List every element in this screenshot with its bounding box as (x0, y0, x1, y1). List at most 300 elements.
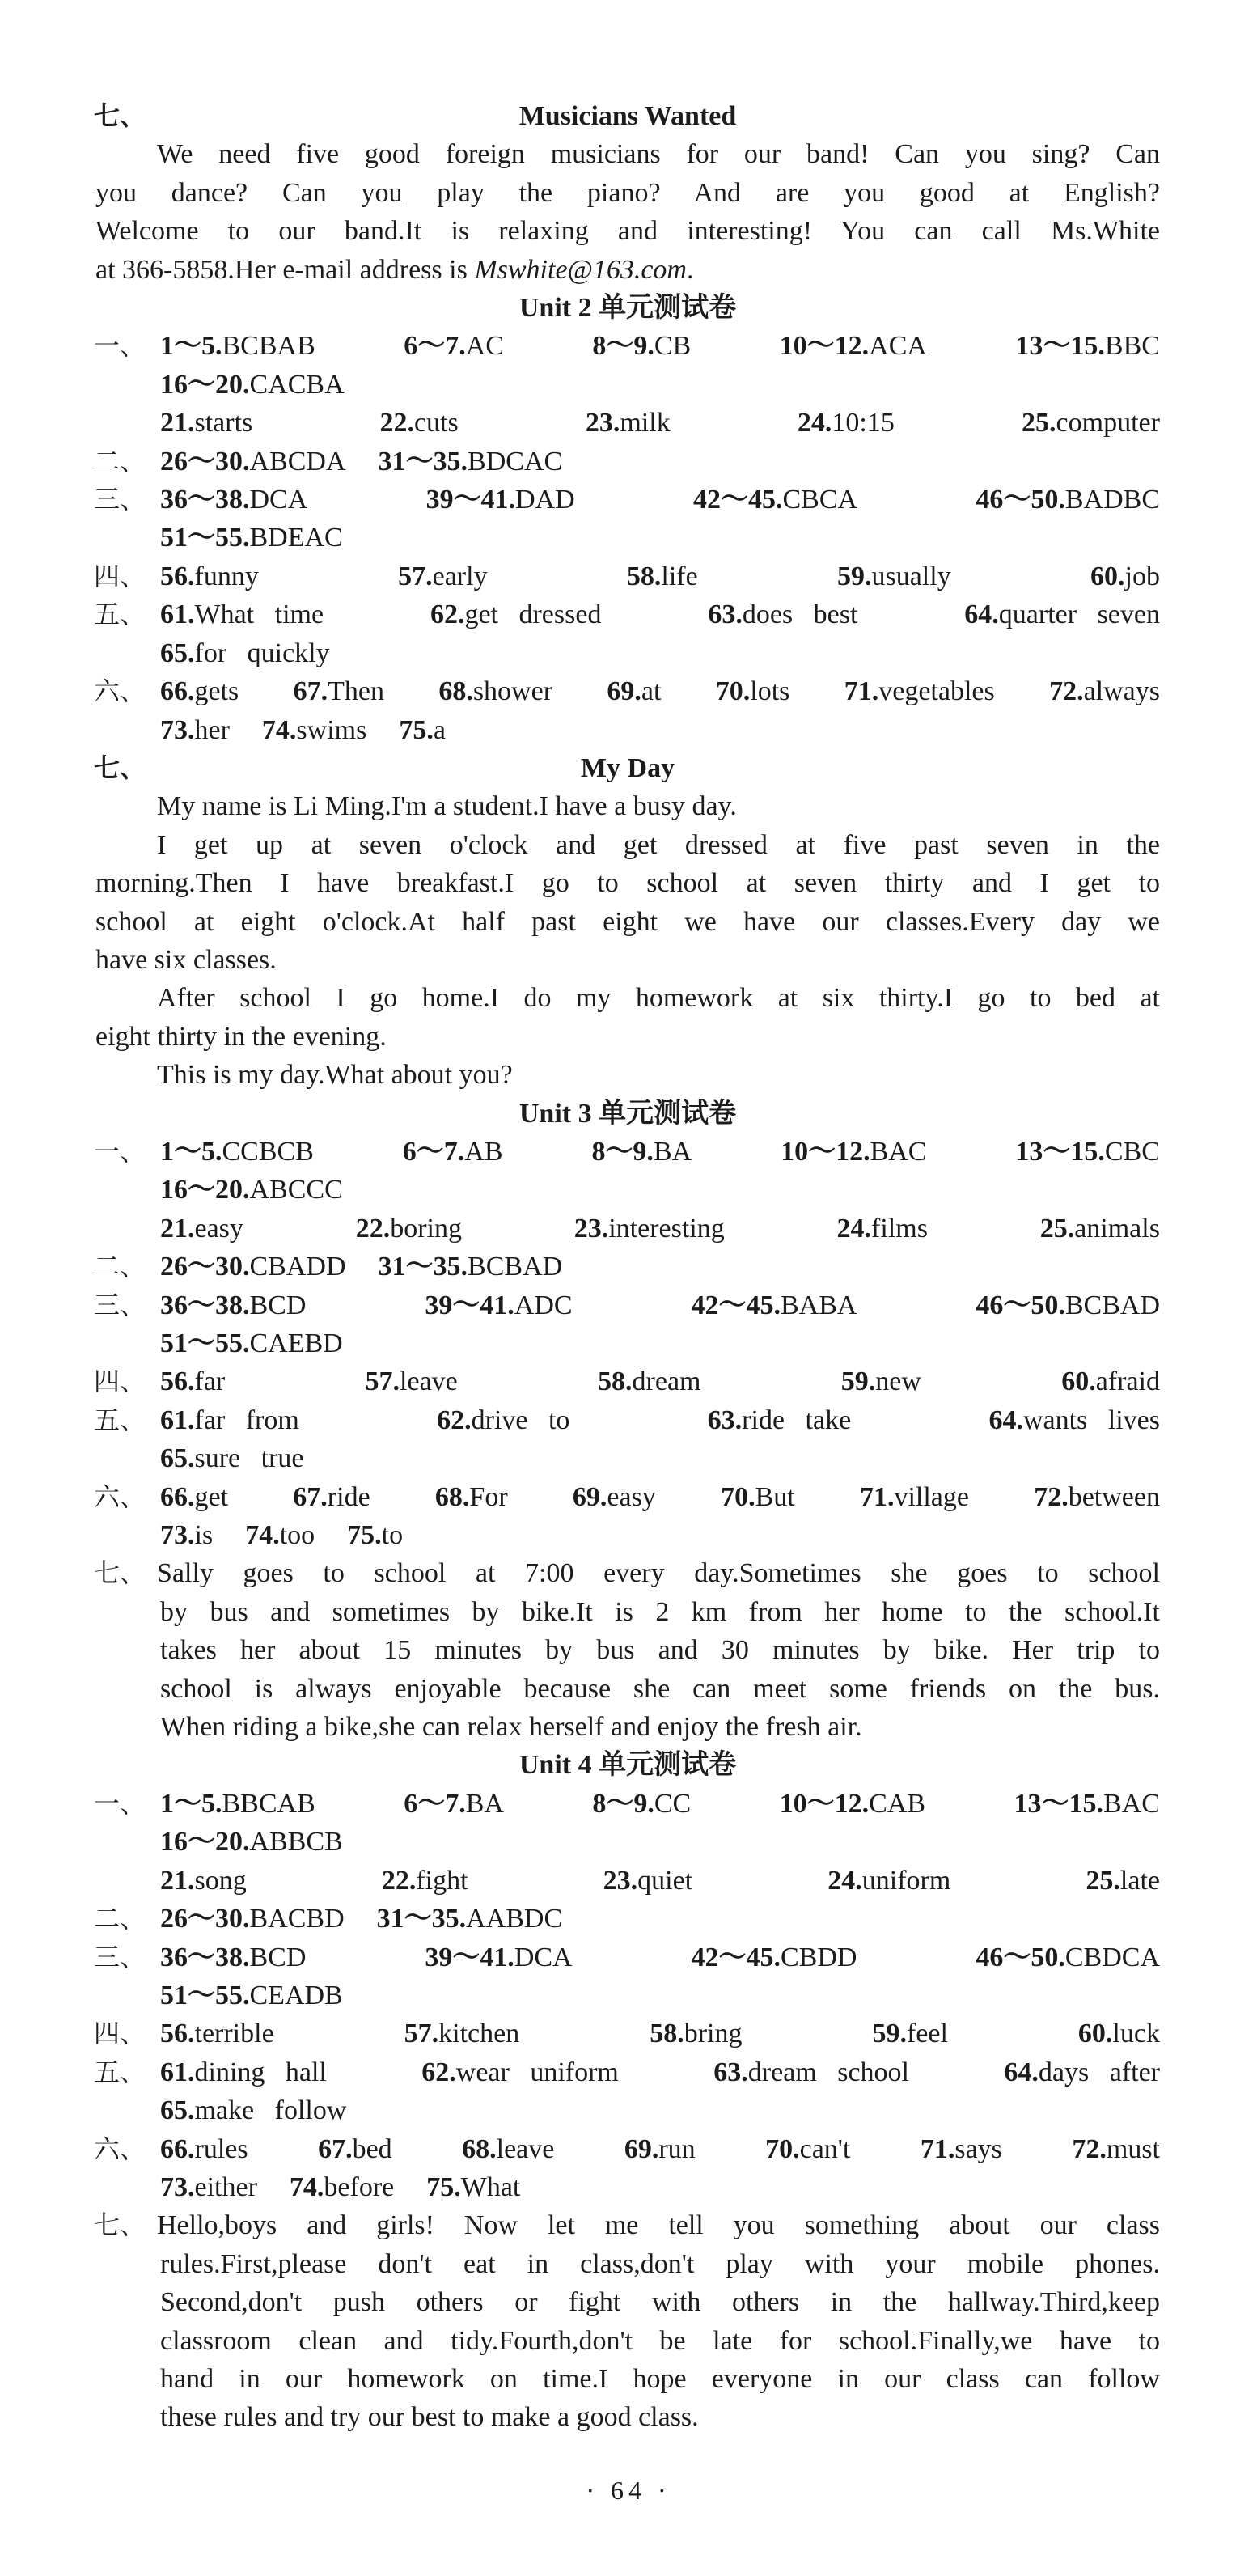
answer-item (708, 595, 857, 633)
answer-item (160, 1286, 306, 1324)
essay-title (95, 97, 1160, 135)
answer-value: luck (1112, 2019, 1160, 2049)
question-number: 16～20. (160, 1175, 250, 1205)
answer-value: ACA (869, 331, 927, 362)
answer-value: easy (194, 1213, 243, 1244)
answer-value: swims (296, 714, 367, 745)
section-label: 二、 (94, 445, 146, 477)
answer-item (379, 1252, 563, 1282)
question-number: 61. (160, 1405, 195, 1435)
answer-value: ADC (514, 1290, 573, 1320)
answer-value: But (755, 1481, 795, 1512)
question-number: 8～9. (592, 1788, 654, 1819)
section-label: 六、 (94, 2133, 146, 2164)
answer-item (781, 1133, 926, 1171)
answer-item (160, 1362, 225, 1400)
answer-item (160, 1133, 314, 1171)
answer-value: gets (194, 676, 239, 707)
essay-line (95, 2206, 1160, 2244)
question-number: 39～41. (425, 485, 516, 515)
question-number: 46～50. (976, 1942, 1065, 1972)
answer-value: BA (465, 1788, 504, 1819)
answer-item (713, 2053, 909, 2091)
answer-value: What (460, 2171, 521, 2202)
answer-row (95, 1286, 1160, 1324)
answer-value: BAC (1103, 1788, 1160, 1819)
answer-value: make follow (194, 2095, 347, 2126)
question-number: 46～50. (976, 1290, 1065, 1320)
question-number: 26～30. (160, 1904, 250, 1934)
answer-row (95, 557, 1160, 595)
section-label: 七、 (94, 100, 146, 131)
answer-item (872, 2015, 947, 2053)
answer-value: boring (390, 1213, 462, 1244)
question-number: 36～38. (160, 1942, 250, 1972)
essay-line-text: hand in our homework on time.I hope everyone in our class can follow (160, 2363, 1160, 2394)
question-number: 74. (289, 2171, 324, 2202)
answer-value: BAC (870, 1136, 927, 1167)
answer-value: quiet (637, 1865, 693, 1896)
answer-value: BADBC (1064, 485, 1160, 515)
answer-item (586, 404, 671, 442)
answer-value: BCBAB (222, 331, 315, 362)
answer-row (95, 2091, 1160, 2129)
answer-value: funny (194, 561, 259, 591)
answer-item (160, 1981, 343, 2010)
question-number: 62. (437, 1405, 472, 1435)
essay-line-text: classroom clean and tidy.Fourth,don't be late for school.Finally,we have to (160, 2325, 1160, 2356)
question-number: 75. (399, 714, 434, 745)
answer-item (160, 1175, 343, 1205)
question-number: 58. (598, 1366, 633, 1397)
answer-item (160, 2053, 327, 2091)
question-number: 24. (797, 408, 832, 439)
answer-row (95, 327, 1160, 365)
answer-item (1004, 2053, 1160, 2091)
answer-value: bed (352, 2133, 392, 2164)
answer-item (837, 557, 951, 595)
section-label: 六、 (94, 676, 146, 707)
essay-line-text: by bus and sometimes by bike.It is 2 km from her home to the school.It (160, 1596, 1160, 1627)
question-number: 70. (715, 676, 751, 707)
answer-item (160, 370, 345, 400)
question-number: 57. (365, 1366, 400, 1397)
essay-line-text: Second,don't push others or fight with others in the hallway.Third,keep (160, 2287, 1160, 2318)
section-label: 一、 (94, 1135, 146, 1167)
answer-item (780, 327, 927, 365)
question-number: 68. (434, 1481, 470, 1512)
question-number: 25. (1039, 1213, 1075, 1244)
answer-item (379, 404, 458, 442)
answer-row (95, 443, 1160, 481)
answer-item (1040, 1210, 1160, 1248)
answer-value: for quickly (194, 638, 330, 668)
answer-value: BCD (249, 1290, 307, 1320)
essay-line-text: This is my day.What about you? (157, 1060, 513, 1091)
answer-value: vegetables (878, 676, 995, 707)
question-number: 36～38. (160, 1290, 250, 1320)
question-number: 1～5. (160, 331, 222, 362)
answer-value: can't (799, 2133, 851, 2164)
essay-line (95, 1554, 1160, 1592)
essay-line (95, 1018, 1160, 1056)
essay-line (95, 1056, 1160, 1094)
answer-row (95, 1171, 1160, 1209)
essay-line-text: have six classes. (95, 944, 277, 975)
question-number: 42～45. (691, 1290, 781, 1320)
answer-item (462, 2130, 554, 2168)
question-number: 60. (1090, 561, 1125, 591)
section-label: 三、 (94, 484, 146, 515)
question-number: 73. (160, 2171, 195, 2202)
answer-value: ride (327, 1481, 370, 1512)
question-number: 64. (988, 1405, 1023, 1435)
answer-value: fight (416, 1865, 468, 1896)
question-number: 65. (160, 1443, 195, 1474)
answer-value: new (875, 1366, 921, 1397)
answer-row (95, 2168, 1160, 2206)
essay-line-text: morning.Then I have breakfast.I go to school at seven thirty and I get to (95, 868, 1160, 899)
answer-value: leave (400, 1366, 458, 1397)
answer-value: always (1083, 676, 1160, 707)
essay-line (95, 174, 1160, 212)
answer-item (245, 1520, 315, 1550)
answer-value: late (1119, 1865, 1160, 1896)
answer-row (95, 2053, 1160, 2091)
answer-item (160, 557, 259, 595)
answer-value: CBCA (782, 485, 858, 515)
essay-title-text: My Day (580, 752, 675, 783)
essay-line (95, 1593, 1160, 1631)
answer-value: BCBAD (1064, 1290, 1160, 1320)
question-number: 10～12. (779, 331, 870, 362)
question-number: 59. (840, 1366, 876, 1397)
unit-title (95, 289, 1160, 327)
answer-value: must (1106, 2133, 1160, 2164)
essay-line (95, 1670, 1160, 1708)
answer-item (1061, 1362, 1160, 1400)
question-number: 66. (160, 1481, 195, 1512)
answer-value: sure true (194, 1443, 304, 1474)
section-label: 四、 (94, 1366, 146, 1397)
answer-value: says (954, 2133, 1002, 2164)
answer-row (95, 1324, 1160, 1362)
essay-line-text: rules.First,please don't eat in class,don't play with your mobile phones. (160, 2248, 1160, 2279)
answer-row (95, 1516, 1160, 1554)
question-number: 56. (160, 1366, 195, 1397)
answer-item (574, 1210, 725, 1248)
answer-value: either (194, 2171, 257, 2202)
answer-item (798, 404, 895, 442)
answer-item (160, 2095, 346, 2125)
answer-value: bring (684, 2019, 743, 2049)
answer-value: song (194, 1865, 247, 1896)
answer-item (693, 481, 857, 519)
section-label: 五、 (94, 2056, 146, 2087)
answer-value: CEADB (249, 1980, 343, 2010)
answer-item (1014, 1785, 1160, 1823)
question-number: 42～45. (693, 485, 783, 515)
answer-value: BBC (1104, 331, 1160, 362)
essay-line (95, 2398, 1160, 2436)
answer-value: lots (750, 676, 790, 707)
question-number: 67. (293, 676, 328, 707)
answer-value: What time (194, 600, 324, 630)
answer-item (160, 2172, 257, 2202)
section-label: 三、 (94, 1941, 146, 1972)
answer-item (438, 672, 552, 710)
unit-title (95, 1095, 1160, 1133)
answer-value: AB (464, 1136, 503, 1167)
question-number: 72. (1072, 2133, 1107, 2164)
answer-item (290, 2172, 394, 2202)
answer-value: dream school (747, 2057, 909, 2087)
essay-end: . (686, 254, 694, 285)
question-number: 51～55. (160, 1980, 250, 2010)
answer-value: ride take (742, 1405, 852, 1435)
answer-value: at (641, 676, 662, 707)
question-number: 21. (160, 1865, 195, 1896)
answer-item (403, 1133, 503, 1171)
answer-item (160, 1520, 213, 1550)
answer-row (95, 1248, 1160, 1286)
answer-value: get (194, 1481, 229, 1512)
answer-value: feel (906, 2019, 948, 2049)
question-number: 13～15. (1015, 1136, 1105, 1167)
question-number: 71. (844, 676, 879, 707)
unit-title (95, 1746, 1160, 1784)
question-number: 8～9. (591, 1136, 654, 1167)
question-number: 68. (438, 676, 473, 707)
essay-line (95, 1708, 1160, 1746)
question-number: 23. (585, 408, 620, 439)
section-label: 五、 (94, 599, 146, 630)
answer-item (404, 1785, 504, 1823)
answer-item (430, 595, 602, 633)
answer-value: run (658, 2133, 696, 2164)
unit-title-zh: 单元测试卷 (599, 291, 737, 324)
question-number: 1～5. (160, 1788, 222, 1819)
answer-item (976, 481, 1160, 519)
answer-item (366, 1362, 458, 1400)
answer-value: wear uniform (455, 2057, 619, 2087)
question-number: 60. (1077, 2019, 1113, 2049)
question-number: 6～7. (404, 1788, 466, 1819)
question-number: 71. (920, 2133, 955, 2164)
answer-item (262, 715, 366, 745)
essay-line (95, 2322, 1160, 2360)
essay-line-text: We need five good foreign musicians for our band! Can you sing? Can (157, 139, 1160, 170)
answer-value: afraid (1095, 1366, 1160, 1397)
section-label: 一、 (94, 1787, 146, 1819)
essay-line-text: takes her about 15 minutes by bus and 30 minutes by bike. Her trip to (160, 1635, 1160, 1666)
answer-item (988, 1401, 1160, 1439)
answer-value: BA (653, 1136, 692, 1167)
essay-line (95, 864, 1160, 902)
answer-item (627, 557, 698, 595)
answer-value: films (871, 1213, 928, 1244)
answer-item (860, 1478, 969, 1516)
question-number: 23. (603, 1865, 638, 1896)
question-number: 56. (160, 2019, 195, 2049)
answer-item (377, 1904, 563, 1934)
answer-value: early (432, 561, 488, 591)
answer-item (437, 1401, 569, 1439)
answer-row (95, 1478, 1160, 1516)
question-number: 22. (355, 1213, 391, 1244)
question-number: 22. (379, 408, 414, 439)
answer-item (379, 447, 563, 477)
answer-value: CBC (1104, 1136, 1160, 1167)
question-number: 24. (836, 1213, 872, 1244)
answer-item (426, 2172, 520, 2202)
question-number: 65. (160, 638, 195, 668)
answer-item (404, 2015, 520, 2053)
answer-item (294, 672, 384, 710)
question-number: 31～35. (376, 1904, 467, 1934)
essay-line (95, 826, 1160, 864)
answer-value: CB (654, 331, 692, 362)
question-number: 36～38. (160, 485, 250, 515)
answer-value: animals (1074, 1213, 1160, 1244)
answer-item (1022, 404, 1160, 442)
answer-row (95, 2015, 1160, 2053)
question-number: 73. (160, 1520, 195, 1551)
answer-item (160, 1827, 343, 1857)
answer-item (160, 1904, 345, 1934)
question-number: 16～20. (160, 369, 250, 400)
answer-value: computer (1056, 408, 1160, 439)
question-number: 57. (404, 2019, 439, 2049)
answer-row (95, 1362, 1160, 1400)
answer-value: between (1068, 1481, 1160, 1512)
answer-item (425, 1938, 572, 1976)
answer-item (921, 2130, 1002, 2168)
question-number: 64. (1004, 2057, 1039, 2087)
answer-content (95, 97, 1160, 2437)
answer-item (435, 1478, 508, 1516)
answer-item (592, 1785, 691, 1823)
question-number: 26～30. (160, 1252, 250, 1282)
answer-item (160, 2015, 274, 2053)
answer-value: drive to (471, 1405, 570, 1435)
answer-value: 10:15 (832, 408, 895, 439)
answer-value: uniform (861, 1865, 951, 1896)
essay-line (95, 251, 1160, 289)
answer-value: village (894, 1481, 969, 1512)
question-number: 21. (160, 408, 195, 439)
answer-value: does best (742, 600, 858, 630)
question-number: 46～50. (976, 485, 1065, 515)
answer-value: dining hall (194, 2057, 327, 2087)
answer-item (607, 672, 661, 710)
answer-value: CAEBD (249, 1328, 343, 1358)
answer-item (692, 1938, 857, 1976)
question-number: 75. (347, 1520, 382, 1551)
question-number: 62. (421, 2057, 456, 2087)
answer-item (160, 447, 346, 477)
essay-title-text: Musicians Wanted (518, 101, 737, 131)
unit-title-zh: 单元测试卷 (599, 1096, 737, 1129)
answer-item (160, 715, 230, 745)
answer-item (347, 1520, 403, 1550)
section-label: 二、 (94, 1251, 146, 1282)
answer-item (399, 715, 446, 745)
answer-item (721, 1478, 795, 1516)
answer-item (592, 327, 691, 365)
answer-value: usually (871, 561, 951, 591)
answer-item (1015, 1133, 1160, 1171)
answer-value: Then (328, 676, 384, 707)
answer-item (708, 1401, 852, 1439)
answer-row (95, 404, 1160, 442)
section-label: 二、 (94, 1903, 146, 1934)
page-number: · 64 · (586, 2476, 671, 2505)
essay-line-text: these rules and try our best to make a good class. (160, 2402, 699, 2433)
answer-value: her (194, 714, 230, 745)
question-number: 25. (1022, 408, 1056, 439)
answer-row (95, 634, 1160, 672)
answer-item (1086, 1862, 1160, 1900)
answer-row (95, 1439, 1160, 1477)
answer-value: ABCCC (249, 1175, 343, 1205)
question-number: 39～41. (425, 1942, 514, 1972)
question-number: 63. (707, 1405, 743, 1435)
essay-line-text: I get up at seven o'clock and get dressed at five past seven in the (157, 829, 1160, 860)
answer-row (95, 1823, 1160, 1861)
answer-value: AABDC (466, 1904, 563, 1934)
question-number: 10～12. (779, 1788, 870, 1819)
answer-value: DAD (515, 485, 575, 515)
answer-item (382, 1862, 468, 1900)
question-number: 31～35. (378, 446, 468, 477)
answer-value: BDEAC (249, 523, 343, 553)
answer-value: ABBCB (249, 1827, 343, 1858)
answer-value: wants lives (1022, 1405, 1160, 1435)
answer-item (160, 1478, 228, 1516)
answer-item (160, 1252, 346, 1282)
essay-line (95, 941, 1160, 979)
answer-item (1015, 327, 1160, 365)
essay-line-text: school is always enjoyable because she can meet some friends on the bus. (160, 1673, 1160, 1704)
question-number: 25. (1086, 1865, 1120, 1896)
question-number: 70. (765, 2133, 800, 2164)
answer-item (591, 1133, 692, 1171)
question-number: 70. (721, 1481, 755, 1512)
answer-item (160, 404, 252, 442)
answer-item (318, 2130, 392, 2168)
answer-item (692, 1286, 857, 1324)
answer-value: CBADD (249, 1252, 346, 1282)
essay-line-text: at 366-5858.Her e-mail address is (95, 254, 468, 285)
question-number: 75. (426, 2171, 461, 2202)
answer-item (598, 1362, 700, 1400)
question-number: 59. (872, 2019, 907, 2049)
answer-row (95, 481, 1160, 519)
answer-item (160, 481, 307, 519)
answer-value: interesting (608, 1213, 725, 1244)
question-number: 65. (160, 2095, 195, 2126)
answer-row (95, 1976, 1160, 2015)
question-number: 57. (398, 561, 433, 591)
answer-item (160, 595, 324, 633)
answer-item (964, 595, 1160, 633)
answer-item (160, 1328, 343, 1358)
answer-row (95, 366, 1160, 404)
answer-row (95, 1938, 1160, 1976)
essay-line-text: When riding a bike,she can relax herself and enjoy the fresh air. (160, 1712, 862, 1743)
answer-row (95, 1401, 1160, 1439)
